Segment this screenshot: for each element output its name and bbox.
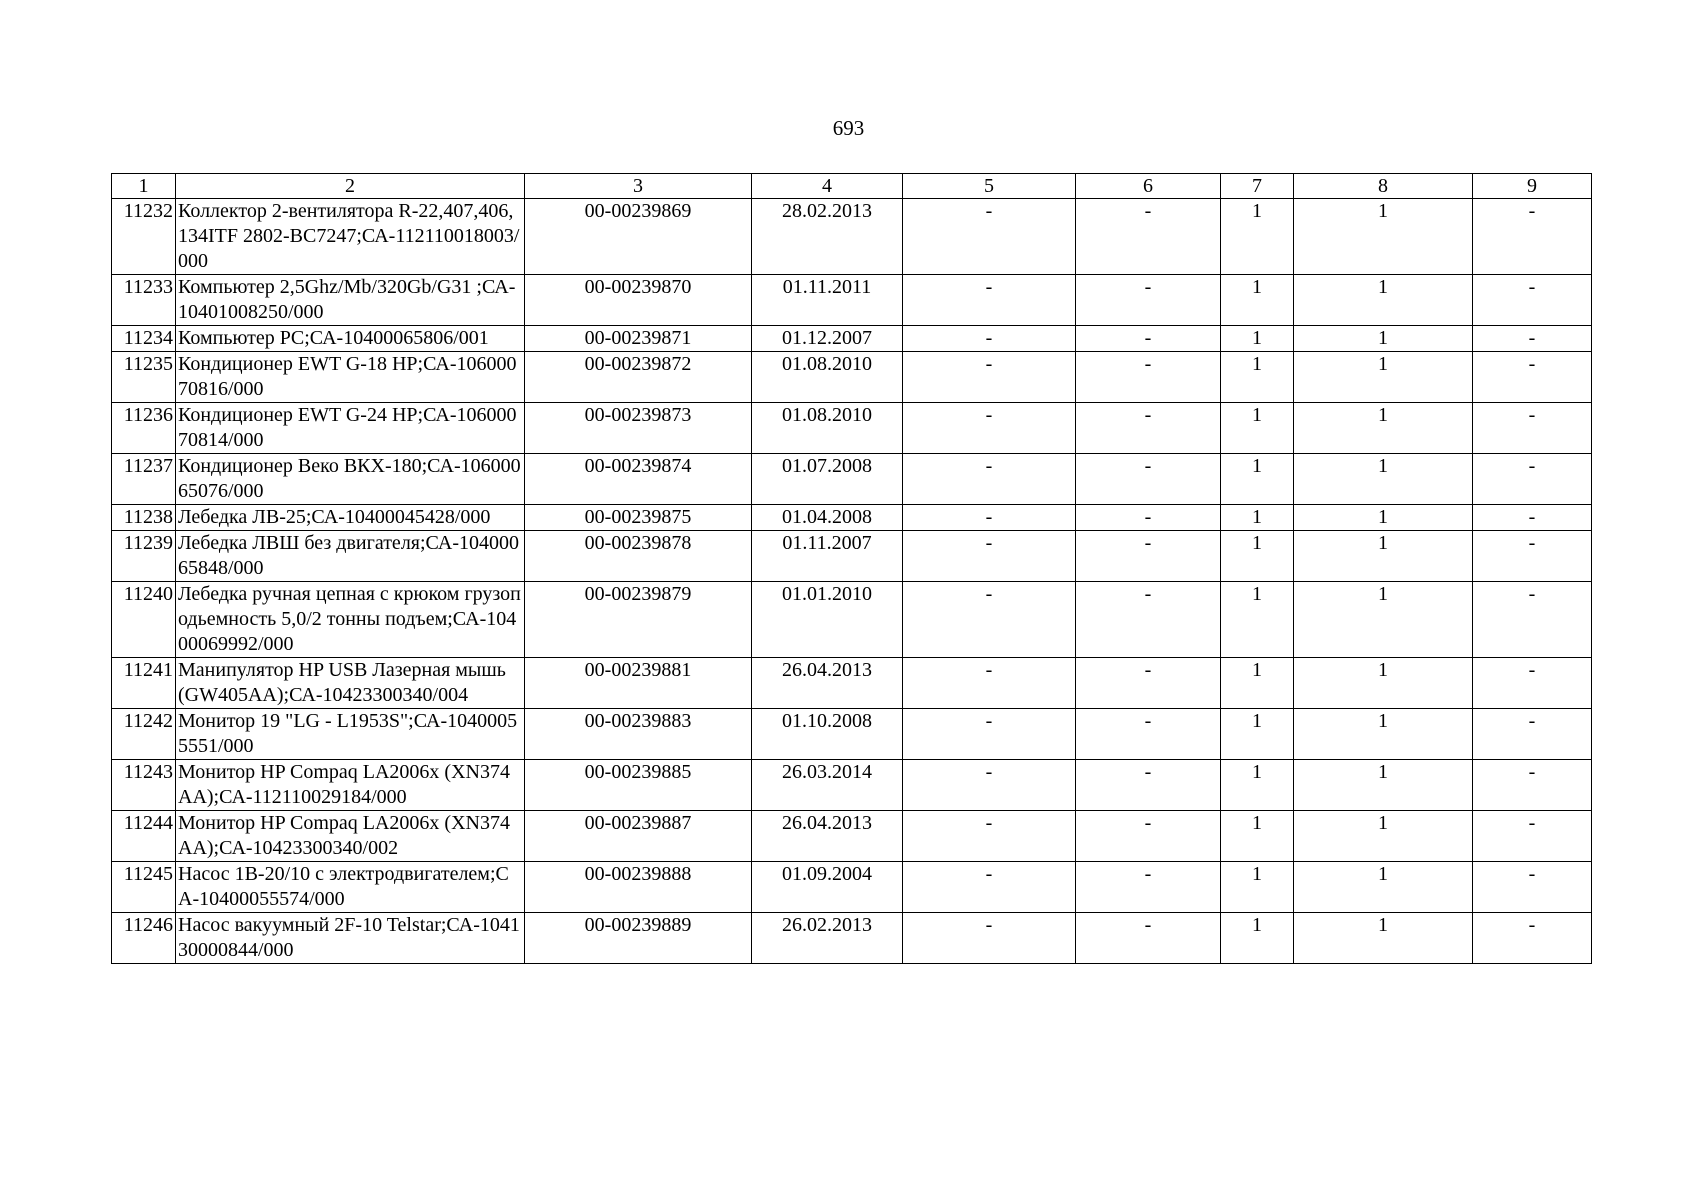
row-number: 11242 [112, 709, 176, 760]
date: 01.07.2008 [752, 454, 903, 505]
col-7-value: 1 [1221, 403, 1294, 454]
col-8-value: 1 [1294, 811, 1473, 862]
item-name: Лебедка ЛВ-25;СА-10400045428/000 [176, 505, 525, 531]
col-5-value: - [903, 352, 1076, 403]
item-name: Лебедка ручная цепная с крюком грузоподьемность 5,0/2 тонны подъем;СА-10400069992/000 [176, 582, 525, 658]
column-header-9: 9 [1473, 174, 1592, 199]
item-name: Лебедка ЛВШ без двигателя;СА-10400065848/000 [176, 531, 525, 582]
column-header-2: 2 [176, 174, 525, 199]
col-7-value: 1 [1221, 454, 1294, 505]
date: 01.10.2008 [752, 709, 903, 760]
inventory-code: 00-00239873 [525, 403, 752, 454]
col-8-value: 1 [1294, 709, 1473, 760]
col-7-value: 1 [1221, 709, 1294, 760]
col-8-value: 1 [1294, 658, 1473, 709]
date: 01.11.2007 [752, 531, 903, 582]
inventory-code: 00-00239878 [525, 531, 752, 582]
item-name: Кондиционер EWT G-18 HP;СА-10600070816/000 [176, 352, 525, 403]
column-header-6: 6 [1076, 174, 1221, 199]
col-9-value: - [1473, 862, 1592, 913]
col-8-value: 1 [1294, 403, 1473, 454]
table-row [112, 531, 1592, 582]
table-row [112, 811, 1592, 862]
col-7-value: 1 [1221, 326, 1294, 352]
col-6-value: - [1076, 811, 1221, 862]
col-8-value: 1 [1294, 862, 1473, 913]
date: 01.08.2010 [752, 352, 903, 403]
col-6-value: - [1076, 862, 1221, 913]
row-number: 11243 [112, 760, 176, 811]
col-5-value: - [903, 454, 1076, 505]
column-header-5: 5 [903, 174, 1076, 199]
col-6-value: - [1076, 913, 1221, 964]
column-header-7: 7 [1221, 174, 1294, 199]
table-row [112, 199, 1592, 275]
inventory-code: 00-00239883 [525, 709, 752, 760]
item-name: Монитор 19 "LG - L1953S";СА-10400055551/000 [176, 709, 525, 760]
col-5-value: - [903, 658, 1076, 709]
col-5-value: - [903, 403, 1076, 454]
col-6-value: - [1076, 760, 1221, 811]
row-number: 11234 [112, 326, 176, 352]
col-7-value: 1 [1221, 862, 1294, 913]
col-5-value: - [903, 862, 1076, 913]
col-9-value: - [1473, 760, 1592, 811]
row-number: 11232 [112, 199, 176, 275]
col-6-value: - [1076, 352, 1221, 403]
date: 26.03.2014 [752, 760, 903, 811]
col-5-value: - [903, 582, 1076, 658]
inventory-table [111, 173, 1592, 964]
row-number: 11246 [112, 913, 176, 964]
col-9-value: - [1473, 531, 1592, 582]
table-row [112, 326, 1592, 352]
col-5-value: - [903, 913, 1076, 964]
col-7-value: 1 [1221, 531, 1294, 582]
item-name: Компьютер PC;СА-10400065806/001 [176, 326, 525, 352]
col-7-value: 1 [1221, 658, 1294, 709]
table-row [112, 913, 1592, 964]
col-5-value: - [903, 760, 1076, 811]
col-6-value: - [1076, 275, 1221, 326]
column-header-4: 4 [752, 174, 903, 199]
table-row [112, 709, 1592, 760]
date: 28.02.2013 [752, 199, 903, 275]
col-9-value: - [1473, 403, 1592, 454]
date: 01.12.2007 [752, 326, 903, 352]
item-name: Насос 1В-20/10 с электродвигателем;СА-10400055574/000 [176, 862, 525, 913]
column-header-1: 1 [112, 174, 176, 199]
inventory-code: 00-00239874 [525, 454, 752, 505]
table-row [112, 275, 1592, 326]
date: 26.04.2013 [752, 811, 903, 862]
date: 26.04.2013 [752, 658, 903, 709]
col-9-value: - [1473, 326, 1592, 352]
table-row [112, 352, 1592, 403]
date: 01.04.2008 [752, 505, 903, 531]
col-8-value: 1 [1294, 531, 1473, 582]
col-8-value: 1 [1294, 760, 1473, 811]
col-9-value: - [1473, 352, 1592, 403]
col-8-value: 1 [1294, 454, 1473, 505]
inventory-code: 00-00239887 [525, 811, 752, 862]
col-5-value: - [903, 505, 1076, 531]
table-row [112, 582, 1592, 658]
date: 01.08.2010 [752, 403, 903, 454]
date: 01.09.2004 [752, 862, 903, 913]
col-7-value: 1 [1221, 505, 1294, 531]
item-name: Манипулятор HP USB Лазерная мышь (GW405AA);СА-10423300340/004 [176, 658, 525, 709]
col-7-value: 1 [1221, 760, 1294, 811]
table-body [112, 199, 1592, 964]
col-6-value: - [1076, 454, 1221, 505]
row-number: 11235 [112, 352, 176, 403]
col-8-value: 1 [1294, 913, 1473, 964]
item-name: Коллектор 2-вентилятора R-22,407,406,134ITF 2802-BC7247;СА-112110018003/000 [176, 199, 525, 275]
col-7-value: 1 [1221, 199, 1294, 275]
header-row [112, 174, 1592, 199]
date: 01.01.2010 [752, 582, 903, 658]
column-header-3: 3 [525, 174, 752, 199]
page-number: 693 [832, 116, 865, 140]
inventory-code: 00-00239869 [525, 199, 752, 275]
col-7-value: 1 [1221, 275, 1294, 326]
col-9-value: - [1473, 199, 1592, 275]
col-9-value: - [1473, 913, 1592, 964]
col-6-value: - [1076, 403, 1221, 454]
date: 01.11.2011 [752, 275, 903, 326]
col-5-value: - [903, 531, 1076, 582]
col-9-value: - [1473, 505, 1592, 531]
col-5-value: - [903, 275, 1076, 326]
item-name: Компьютер 2,5Ghz/Mb/320Gb/G31 ;СА-10401008250/000 [176, 275, 525, 326]
col-6-value: - [1076, 658, 1221, 709]
col-6-value: - [1076, 582, 1221, 658]
col-5-value: - [903, 811, 1076, 862]
col-6-value: - [1076, 326, 1221, 352]
item-name: Кондиционер EWT G-24 HP;СА-10600070814/000 [176, 403, 525, 454]
item-name: Монитор HP Compaq LA2006x (XN374AA);СА-112110029184/000 [176, 760, 525, 811]
col-7-value: 1 [1221, 811, 1294, 862]
inventory-code: 00-00239879 [525, 582, 752, 658]
inventory-code: 00-00239872 [525, 352, 752, 403]
column-header-8: 8 [1294, 174, 1473, 199]
table-row [112, 403, 1592, 454]
col-8-value: 1 [1294, 199, 1473, 275]
col-8-value: 1 [1294, 582, 1473, 658]
col-9-value: - [1473, 658, 1592, 709]
inventory-code: 00-00239888 [525, 862, 752, 913]
row-number: 11244 [112, 811, 176, 862]
inventory-code: 00-00239889 [525, 913, 752, 964]
table-row [112, 454, 1592, 505]
col-8-value: 1 [1294, 505, 1473, 531]
table-row [112, 658, 1592, 709]
col-7-value: 1 [1221, 582, 1294, 658]
col-9-value: - [1473, 275, 1592, 326]
row-number: 11239 [112, 531, 176, 582]
col-6-value: - [1076, 199, 1221, 275]
col-8-value: 1 [1294, 352, 1473, 403]
col-9-value: - [1473, 811, 1592, 862]
row-number: 11245 [112, 862, 176, 913]
col-5-value: - [903, 199, 1076, 275]
col-5-value: - [903, 709, 1076, 760]
row-number: 11237 [112, 454, 176, 505]
col-6-value: - [1076, 709, 1221, 760]
row-number: 11236 [112, 403, 176, 454]
inventory-code: 00-00239881 [525, 658, 752, 709]
item-name: Монитор HP Compaq LA2006x (XN374AA);СА-10423300340/002 [176, 811, 525, 862]
col-5-value: - [903, 326, 1076, 352]
inventory-code: 00-00239870 [525, 275, 752, 326]
col-6-value: - [1076, 505, 1221, 531]
inventory-code: 00-00239885 [525, 760, 752, 811]
date: 26.02.2013 [752, 913, 903, 964]
row-number: 11241 [112, 658, 176, 709]
row-number: 11238 [112, 505, 176, 531]
table-row [112, 760, 1592, 811]
inventory-code: 00-00239875 [525, 505, 752, 531]
col-6-value: - [1076, 531, 1221, 582]
col-9-value: - [1473, 582, 1592, 658]
col-8-value: 1 [1294, 275, 1473, 326]
col-7-value: 1 [1221, 352, 1294, 403]
table-row [112, 505, 1592, 531]
col-9-value: - [1473, 709, 1592, 760]
item-name: Кондиционер Веко ВКХ-180;СА-10600065076/000 [176, 454, 525, 505]
col-7-value: 1 [1221, 913, 1294, 964]
table-row [112, 862, 1592, 913]
col-9-value: - [1473, 454, 1592, 505]
item-name: Насос вакуумный 2F-10 Telstar;СА-104130000844/000 [176, 913, 525, 964]
inventory-code: 00-00239871 [525, 326, 752, 352]
row-number: 11233 [112, 275, 176, 326]
col-8-value: 1 [1294, 326, 1473, 352]
row-number: 11240 [112, 582, 176, 658]
